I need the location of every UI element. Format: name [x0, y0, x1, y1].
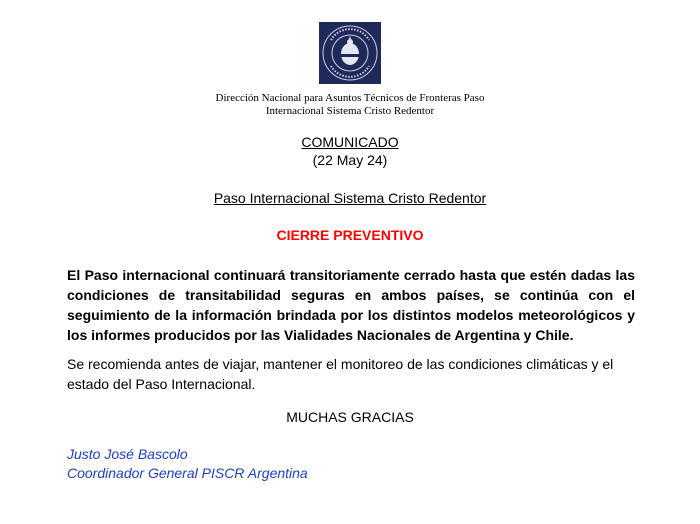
recommendation-paragraph: Se recomienda antes de viajar, mantener el monitoreo de las condiciones climáticas y el estado del Paso Internacional.	[67, 356, 614, 392]
communique-date: (22 May 24)	[312, 152, 388, 168]
agency-line-1: Dirección Nacional para Asuntos Técnicos de Fronteras Paso	[215, 92, 485, 104]
agency-line-2: Internacional Sistema Cristo Redentor	[265, 105, 435, 117]
communique-title: COMUNICADO	[301, 134, 399, 150]
ministerio-seal-icon	[319, 22, 381, 84]
signatory-role: Coordinador General PISCR Argentina	[67, 465, 308, 481]
closure-paragraph: El Paso internacional continuará transitoriamente cerrado hasta que estén dadas las condiciones de transitabilidad seguras en ambos países, se continúa con el seguimiento de la información brindada por los distintos modelos meteorológicos y los informes producidos por las Vialidades Nacionales de Argentina y Chile.	[67, 267, 635, 343]
communique-subject: Paso Internacional Sistema Cristo Redentor	[213, 190, 487, 206]
signatory-name: Justo José Bascolo	[67, 446, 188, 462]
closing-thanks: MUCHAS GRACIAS	[286, 409, 414, 425]
closure-headline: CIERRE PREVENTIVO	[276, 227, 424, 243]
agency-name	[120, 92, 580, 118]
